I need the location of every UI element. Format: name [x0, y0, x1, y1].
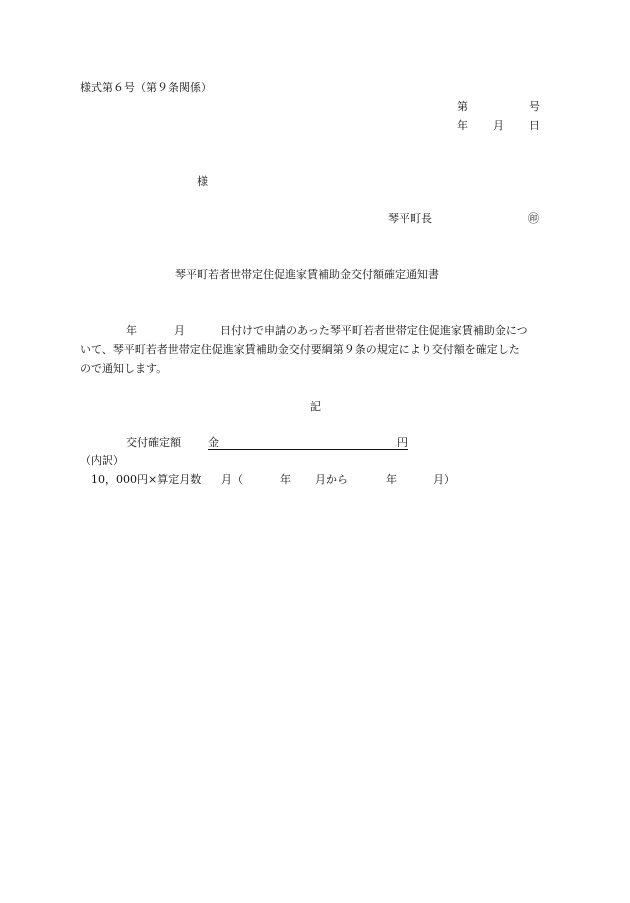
form-label: 様式第６号（第９条関係）: [80, 81, 212, 94]
breakdown-year-from: 年: [280, 473, 291, 486]
addressee-suffix: 様: [197, 175, 208, 188]
amount-label: 交付確定額: [126, 436, 181, 449]
ki-heading: 記: [310, 400, 321, 413]
issuer-title: 琴平町長: [388, 212, 432, 225]
amount-suffix: 円: [397, 436, 408, 449]
doc-number-prefix: 第: [457, 100, 468, 113]
body-line3: ので通知します。: [80, 362, 168, 375]
amount-prefix: 金: [208, 436, 219, 449]
body-month-label: 月: [174, 324, 185, 337]
date-day: 日: [529, 119, 540, 132]
breakdown-months-label: 月（: [221, 473, 243, 486]
date-year: 年: [457, 119, 468, 132]
breakdown-heading: （内訳）: [80, 454, 124, 467]
breakdown-month-from: 月から: [315, 473, 348, 486]
amount-field: [208, 436, 408, 506]
seal-mark: ㊞: [528, 212, 539, 225]
breakdown-month-to: 月）: [433, 473, 455, 486]
amount-underline: [208, 436, 408, 450]
body-year-label: 年: [126, 324, 137, 337]
body-line1-text: 日付けで申請のあった琴平町若者世帯定住促進家賃補助金につ: [220, 324, 528, 337]
document-title: 琴平町若者世帯定住促進家賃補助金交付額確定通知書: [175, 268, 439, 281]
date-month: 月: [493, 119, 504, 132]
body-line2: いて、琴平町若者世帯定住促進家賃補助金交付要綱第９条の規定により交付額を確定した: [80, 343, 520, 356]
breakdown-year-to: 年: [386, 473, 397, 486]
doc-number-suffix: 号: [529, 100, 540, 113]
breakdown-formula: 10，000円×算定月数: [91, 473, 202, 486]
